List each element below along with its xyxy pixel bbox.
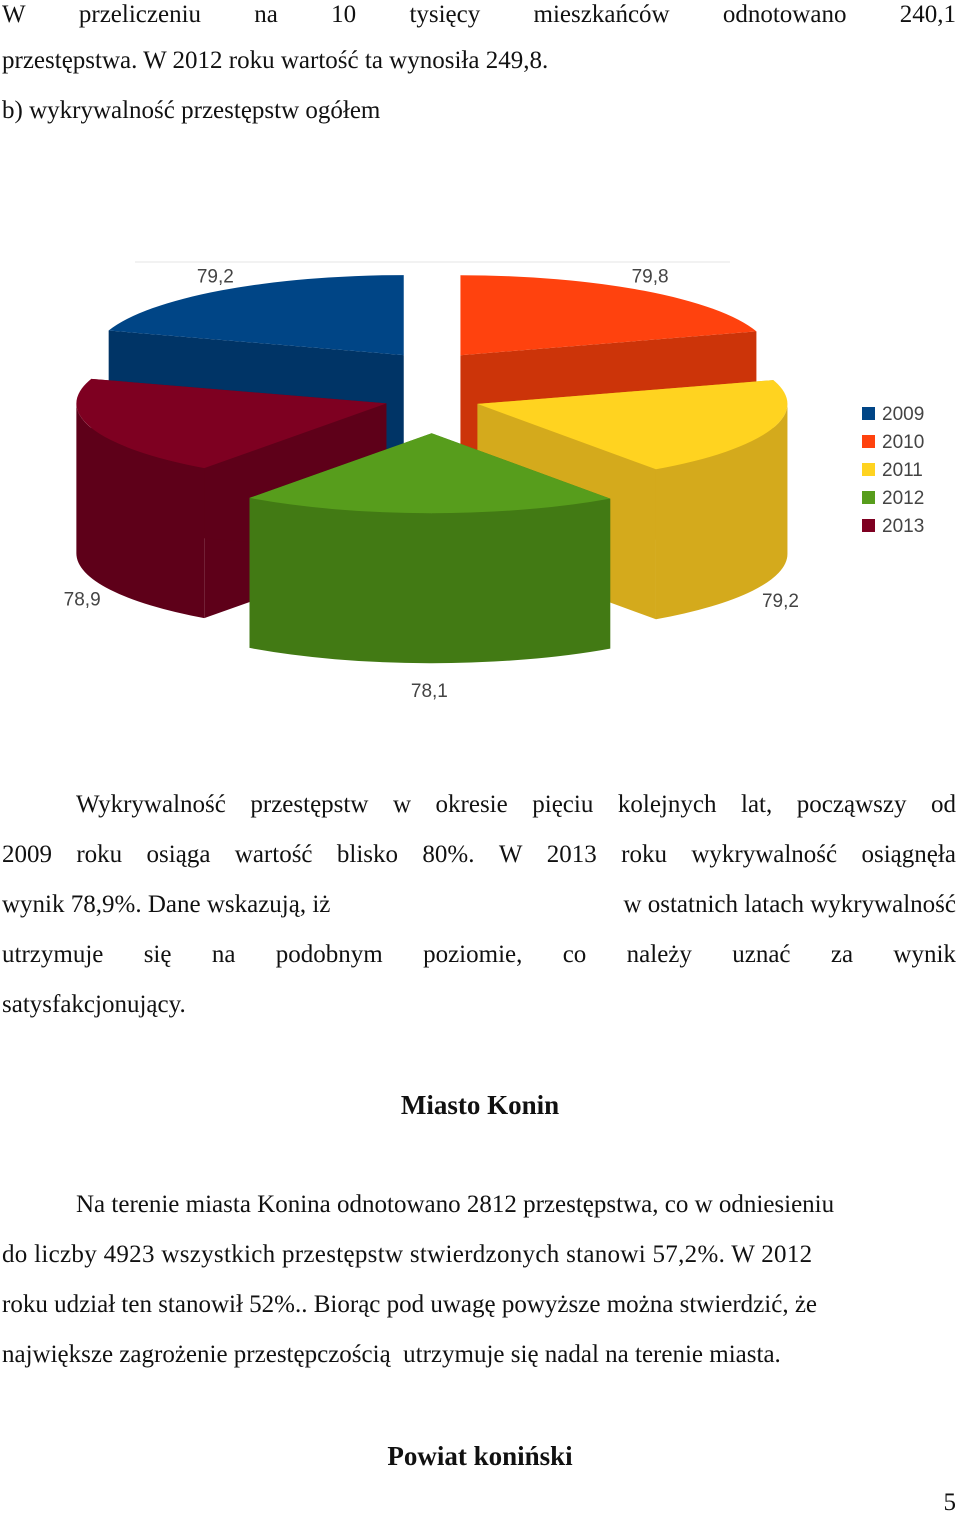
para2-line4-word: wynik [893, 941, 956, 968]
para2-line4-word: poziomie, [423, 941, 523, 968]
legend-label-2010: 2010 [882, 432, 925, 453]
legend-label-2013: 2013 [882, 516, 925, 537]
para2-line2-word: blisko [336, 841, 399, 868]
legend-swatch-2012 [862, 491, 875, 504]
para2-line1-word: kolejnych [617, 791, 717, 818]
para2-line4-word: utrzymuje [2, 941, 104, 968]
para2-line5: satysfakcjonujący. [2, 991, 186, 1018]
para2-line2-word: wartość [234, 841, 313, 868]
para2-line2-word: roku [76, 841, 123, 868]
para2-line4-word: na [211, 941, 236, 968]
data-label-2012: 78,1 [410, 681, 448, 703]
para2-line4-word: co [562, 941, 587, 968]
para2-line1-word: Wykrywalność [76, 791, 226, 818]
legend-swatch-2010 [862, 435, 875, 448]
para1-line2: przestępstwa. W 2012 roku wartość ta wynosiła 249,8. [2, 47, 549, 74]
heading-powiat-koninski: Powiat koniński [387, 1441, 573, 1471]
para1-line1-word: odnotowano [722, 1, 847, 28]
para2-line2-word: 2009 [2, 841, 52, 868]
section-b-title: b) wykrywalność przestępstw ogółem [2, 97, 381, 124]
para1-line1-word: W [2, 1, 26, 28]
data-label-2013: 78,9 [63, 589, 101, 611]
para2-line3-word: wynik 78,9%. Dane wskazują, iż [2, 891, 331, 918]
para2-line2-word: 2013 [546, 841, 597, 868]
para3-line3: roku udział ten stanowił 52%.. Biorąc pod uwagę powyższe można stwierdzić, że [2, 1291, 818, 1318]
para2-line4 [2, 940, 956, 970]
para1-line1-word: 240,1 [899, 1, 956, 28]
data-label-2010: 79,8 [631, 266, 669, 288]
heading-miasto-konin: Miasto Konin [400, 1090, 560, 1120]
para1-line1-word: przeliczeniu [78, 1, 202, 28]
legend-swatch-2009 [862, 407, 875, 420]
para2-line2 [2, 840, 956, 870]
para2-line3 [2, 890, 956, 920]
legend-label-2012: 2012 [882, 488, 925, 509]
para2-line1-word: od [931, 791, 956, 818]
detection-rate-pie-chart [0, 250, 960, 730]
para2-line4-word: się [143, 941, 172, 968]
para2-line2-word: osiąga [146, 841, 211, 868]
para2-line1-word: począwszy [796, 791, 907, 818]
legend-label-2009: 2009 [882, 404, 925, 425]
para2-line1-word: pięciu [532, 791, 594, 818]
para3-line4: największe zagrożenie przestępczością utrzymuje się nadal na terenie miasta. [2, 1341, 781, 1368]
para2-line1 [76, 790, 956, 820]
para2-line1-word: okresie [435, 791, 508, 818]
para2-line4-word: podobnym [275, 941, 383, 968]
para1-line1-word: tysięcy [409, 1, 481, 28]
pie-slice-side [250, 498, 611, 663]
para2-line1-word: przestępstw [250, 791, 369, 818]
page-number: 5 [943, 1489, 956, 1516]
para2-line2-word: W [498, 841, 523, 868]
data-label-2009: 79,2 [196, 266, 234, 288]
para1-line1-word: na [254, 1, 278, 28]
legend-swatch-2011 [862, 463, 875, 476]
para2-line4-word: za [830, 941, 854, 968]
para3-line1: Na terenie miasta Konina odnotowano 2812 przestępstwa, co w odniesieniu [76, 1191, 835, 1218]
legend-label-2011: 2011 [882, 460, 923, 481]
data-label-2011: 79,2 [761, 590, 799, 612]
para2-line2-word: 80%. [422, 841, 475, 868]
para3-line2: do liczby 4923 wszystkich przestępstw stwierdzonych stanowi 57,2%. W 2012 [2, 1241, 813, 1268]
para2-line1-word: lat, [741, 791, 773, 818]
para2-line4-word: należy [626, 941, 692, 968]
para2-line2-word: roku [621, 841, 667, 868]
para2-line2-word: osiągnęła [861, 841, 956, 868]
para1-line1 [2, 0, 956, 30]
para2-line3-word: w ostatnich latach wykrywalność [623, 891, 956, 918]
para1-line1-word: mieszkańców [533, 1, 670, 28]
para2-line2-word: wykrywalność [691, 841, 838, 868]
legend-swatch-2013 [862, 519, 875, 532]
para1-line1-word: 10 [331, 1, 357, 28]
para2-line1-word: w [392, 791, 411, 818]
para2-line4-word: uznać [732, 941, 791, 968]
